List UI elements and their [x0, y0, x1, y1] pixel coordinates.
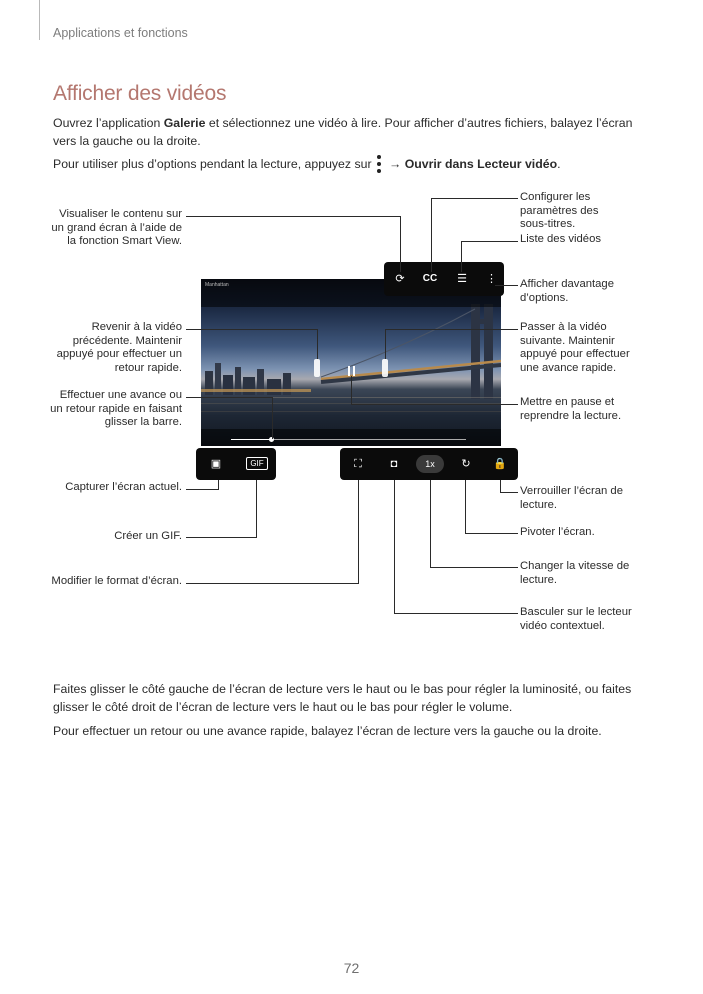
leader-capture-h: [186, 489, 219, 490]
leader-next-h: [385, 329, 518, 330]
more-options-menu-icon[interactable]: ⋮: [486, 273, 497, 285]
leader-playlist-h: [461, 241, 518, 242]
callout-popup: Basculer sur le lecteur vidéo contextuel.: [520, 606, 632, 632]
leader-rotate-v: [465, 480, 466, 533]
lock-icon[interactable]: 🔒: [493, 458, 507, 470]
header-rule: [39, 0, 40, 40]
leader-playlist-v: [461, 241, 462, 272]
playlist-icon[interactable]: ☰: [457, 273, 467, 285]
callout-next: Passer à la vidéo suivante. Maintenir appuyé pour effectuer une avance rapide.: [520, 321, 630, 374]
intro-paragraph-2: Pour utiliser plus d’options pendant la lecture, appuyez sur → Ouvrir dans Lecteur vidéo.: [53, 157, 561, 171]
callout-playlist: Liste des vidéos: [520, 233, 602, 245]
screen-ratio-icon[interactable]: ⛶: [354, 458, 362, 470]
leader-smart-view-v: [400, 216, 401, 272]
leader-popup-v: [394, 480, 395, 613]
next-button[interactable]: [382, 359, 388, 377]
leader-seek-h: [186, 397, 272, 398]
callout-previous: Revenir à la vidéo précédente. Maintenir appuyé pour effectuer un retour rapide.: [56, 321, 182, 374]
capture-icon[interactable]: ▣: [210, 458, 222, 470]
playback-toolbar: [340, 448, 518, 480]
playback-speed-button[interactable]: 1x: [416, 455, 444, 473]
callout-ratio: Modifier le format d’écran.: [51, 575, 182, 587]
previous-button[interactable]: [314, 359, 320, 377]
leader-pause-h: [351, 404, 518, 405]
leader-popup-h: [394, 613, 518, 614]
page-title: Afficher des vidéos: [53, 82, 227, 105]
outro-paragraph-1: Faites glisser le côté gauche de l’écran de lecture vers le haut ou le bas pour régler la luminosité, ou faites glisser le côté droit de l’écran de lecture vers le haut ou le bas pour régler le volume.: [53, 682, 632, 714]
subtitles-icon[interactable]: CC: [422, 273, 438, 284]
page-number: 72: [343, 960, 360, 976]
callout-more: Afficher davantage d’options.: [520, 278, 614, 304]
leader-ratio-h: [186, 583, 359, 584]
top-toolbar: [384, 262, 504, 296]
open-in-video-player-label: Ouvrir dans Lecteur vidéo: [404, 157, 558, 171]
capture-toolbar: [196, 448, 276, 480]
callout-rotate: Pivoter l’écran.: [520, 526, 595, 538]
leader-more: [495, 285, 518, 286]
leader-gif-h: [186, 537, 257, 538]
leader-smart-view-h: [186, 216, 400, 217]
intro-paragraph-1: Ouvrez l’application Galerie et sélectionnez une vidéo à lire. Pour afficher d’autres fichiers, balayez l’écran vers la gauche ou la droite.: [53, 116, 633, 148]
smart-view-icon[interactable]: ⟳: [395, 273, 405, 285]
leader-subtitles-v: [431, 198, 432, 272]
leader-lock-h: [500, 492, 518, 493]
leader-next-v: [385, 329, 386, 359]
leader-previous-h: [186, 329, 317, 330]
leader-subtitles-h: [431, 198, 518, 199]
section-header: Applications et fonctions: [53, 26, 188, 40]
leader-speed-h: [430, 567, 518, 568]
outro-paragraph-2: Pour effectuer un retour ou une avance rapide, balayez l’écran de lecture vers la gauche ou la droite.: [53, 724, 602, 738]
video-frame[interactable]: [201, 279, 501, 446]
callout-subtitles: Configurer les paramètres des sous-titres.: [520, 191, 599, 230]
leader-pause-v: [351, 376, 352, 404]
leader-gif-v: [256, 480, 257, 537]
leader-previous-v: [317, 329, 318, 359]
leader-speed-v: [430, 480, 431, 567]
callout-pause: Mettre en pause et reprendre la lecture.: [520, 396, 622, 422]
callout-speed: Changer la vitesse de lecture.: [520, 560, 630, 586]
leader-capture-v: [218, 480, 219, 489]
callout-gif: Créer un GIF.: [114, 530, 182, 542]
leader-lock-v: [500, 480, 501, 492]
callout-lock: Verrouiller l’écran de lecture.: [520, 485, 623, 511]
rotate-icon[interactable]: ↻: [461, 458, 471, 470]
pause-icon[interactable]: [348, 366, 356, 376]
seek-bar-progress: [231, 439, 272, 440]
gif-icon[interactable]: GIF: [246, 457, 268, 470]
video-seek-bar-area: [201, 429, 501, 446]
callout-smart-view: Visualiser le contenu sur un grand écran à l’aide de la fonction Smart View.: [51, 208, 182, 247]
callout-capture: Capturer l’écran actuel.: [65, 481, 182, 493]
more-options-icon: [374, 155, 384, 173]
video-title: Manhattan: [205, 282, 229, 288]
leader-rotate-h: [465, 533, 518, 534]
galerie-app-name: Galerie: [163, 116, 206, 130]
leader-seek-v: [272, 397, 273, 439]
popup-player-icon[interactable]: ◘: [390, 458, 398, 470]
callout-seek: Effectuer une avance ou un retour rapide en faisant glisser la barre.: [50, 389, 182, 428]
leader-ratio-v: [358, 480, 359, 583]
